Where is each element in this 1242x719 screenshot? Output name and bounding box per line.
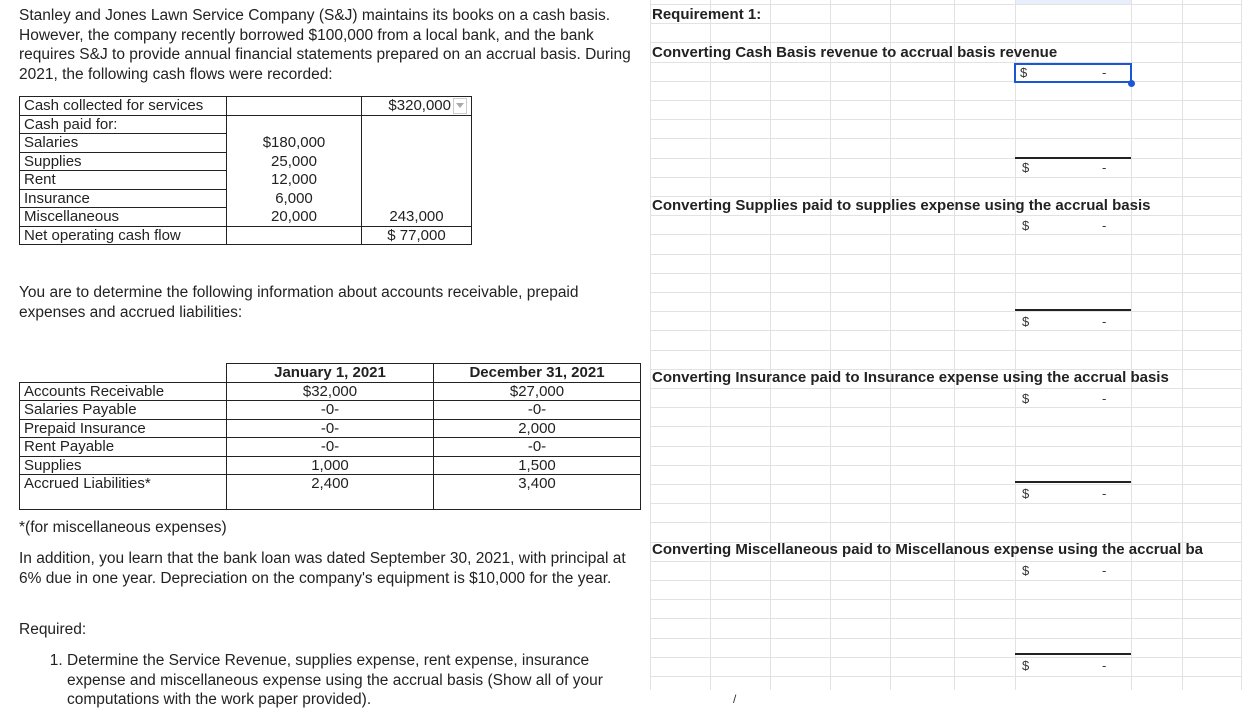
row-value: 25,000: [227, 152, 362, 171]
row-label: Salaries Payable: [20, 401, 227, 420]
gridline: [650, 657, 1242, 658]
table-row: [20, 134, 472, 153]
row-label: Supplies: [20, 152, 227, 171]
gridline: [650, 638, 1242, 639]
row-label: Accrued Liabilities*: [20, 475, 227, 510]
gridline: [650, 119, 1242, 120]
row-label: Prepaid Insurance: [20, 419, 227, 438]
dec-value: -0-: [434, 401, 641, 420]
table-row: [20, 189, 472, 208]
net-label: Net operating cash flow: [20, 226, 227, 245]
jan-value: 1,000: [227, 456, 434, 475]
table-row: [20, 171, 472, 190]
cash-flow-table: [19, 96, 472, 245]
currency-symbol: $: [1022, 486, 1030, 501]
currency-symbol: $: [1022, 314, 1030, 329]
gridline: [650, 234, 1242, 235]
section-heading: Converting Miscellaneous paid to Miscellanous expense using the accrual ba: [652, 541, 1203, 558]
dash-value: -: [1102, 391, 1107, 406]
gridline: [650, 676, 1242, 677]
total-paid: 243,000: [362, 208, 472, 227]
gridline: [650, 388, 1242, 389]
gridline: [650, 42, 1242, 43]
dash-value: -: [1102, 563, 1107, 578]
dash-value: -: [1102, 314, 1107, 329]
table-header-row: [20, 364, 641, 383]
row-value: 12,000: [227, 171, 362, 190]
intro-paragraph: Stanley and Jones Lawn Service Company (S&J) maintains its books on a cash basis. However, the company recently borrowed $100,000 from a local bank, and the bank requires S&J to provide annual financial statements prepared on an accrual basis. During 2021, the following cash flows were recorded:: [19, 7, 631, 83]
section-heading: Converting Insurance paid to Insurance expense using the accrual basis: [652, 369, 1169, 386]
row-label: Miscellaneous: [20, 208, 227, 227]
currency-symbol: $: [1020, 65, 1028, 80]
gridline: [650, 330, 1242, 331]
row-label: Insurance: [20, 189, 227, 208]
gridline: [650, 138, 1242, 139]
col-header-jan: January 1, 2021: [227, 364, 434, 383]
gridline: [650, 580, 1242, 581]
row-label: Rent: [20, 171, 227, 190]
total-rule: [1015, 481, 1131, 483]
table-row: [20, 208, 472, 227]
dec-value: $27,000: [434, 382, 641, 401]
jan-value: 2,400: [227, 475, 434, 510]
row-value: $180,000: [227, 134, 362, 153]
row-label: Salaries: [20, 134, 227, 153]
table-row: [20, 456, 641, 475]
currency-symbol: $: [1022, 658, 1030, 673]
gridline: [650, 100, 1242, 101]
currency-symbol: $: [1022, 563, 1030, 578]
table-row: [20, 419, 641, 438]
section-heading: Converting Cash Basis revenue to accrual basis revenue: [652, 44, 1058, 61]
gridline: [650, 311, 1242, 312]
table-row: [20, 475, 641, 510]
jan-value: -0-: [227, 438, 434, 457]
required-label: Required:: [19, 621, 87, 638]
gridline: [650, 4, 1242, 5]
dash-value: -: [1102, 486, 1107, 501]
row-value: 20,000: [227, 208, 362, 227]
selected-cell[interactable]: [1014, 63, 1132, 83]
collected-value-cell[interactable]: [362, 97, 472, 116]
gridline: [650, 426, 1242, 427]
dash-value: -: [1102, 658, 1107, 673]
required-list: [19, 651, 624, 710]
section-heading: Converting Supplies paid to supplies expense using the accrual basis: [652, 197, 1151, 214]
dropdown-arrow-icon[interactable]: [453, 98, 467, 114]
row-value: 6,000: [227, 189, 362, 208]
gridline: [650, 254, 1242, 255]
row-label: Accounts Receivable: [20, 382, 227, 401]
table-row: [20, 382, 641, 401]
required-item: 1. Determine the Service Revenue, supplies expense, rent expense, insurance expense and miscellaneous expense using the accrual basis (Show all of your computations with the work paper provided).: [67, 651, 624, 710]
currency-symbol: $: [1022, 160, 1030, 175]
gridline: [650, 62, 1242, 63]
requirement-heading: Requirement 1:: [652, 6, 762, 23]
table-row: [20, 226, 472, 245]
balance-table: [19, 363, 641, 510]
stray-mark: /: [733, 692, 737, 706]
dec-value: 3,400: [434, 475, 641, 510]
gridline: [650, 618, 1242, 619]
currency-symbol: $: [1022, 391, 1030, 406]
row-label: Supplies: [20, 456, 227, 475]
jan-value: $32,000: [227, 382, 434, 401]
workpaper-sheet[interactable]: [650, 0, 1242, 690]
gridline: [650, 599, 1242, 600]
gridline: [650, 561, 1242, 562]
table-row: [20, 115, 472, 134]
gridline: [650, 350, 1242, 351]
determine-paragraph: You are to determine the following information about accounts receivable, prepaid expenses and accrued liabilities:: [19, 284, 579, 321]
dec-value: 2,000: [434, 419, 641, 438]
table-row: [20, 401, 641, 420]
gridline: [650, 292, 1242, 293]
gridline: [650, 503, 1242, 504]
paid-label: Cash paid for:: [20, 115, 227, 134]
table-row: [20, 438, 641, 457]
gridline: [650, 215, 1242, 216]
jan-value: -0-: [227, 401, 434, 420]
row-label: Rent Payable: [20, 438, 227, 457]
gridline: [650, 484, 1242, 485]
gridline: [650, 273, 1242, 274]
addition-paragraph: In addition, you learn that the bank loan was dated September 30, 2021, with principal at 6% due in one year. Depreciation on the company's equipment is $10,000 for the year.: [19, 550, 626, 587]
footnote: *(for miscellaneous expenses): [19, 519, 227, 536]
total-rule: [1015, 157, 1131, 159]
col-header-dec: December 31, 2021: [434, 364, 641, 383]
dec-value: -0-: [434, 438, 641, 457]
collected-value: $320,000: [388, 97, 451, 115]
net-value: $ 77,000: [362, 226, 472, 245]
jan-value: -0-: [227, 419, 434, 438]
collected-label: Cash collected for services: [20, 97, 227, 116]
total-rule: [1015, 309, 1131, 311]
dash-value: -: [1102, 160, 1107, 175]
dash-value: -: [1102, 65, 1107, 80]
table-row: [20, 152, 472, 171]
gridline: [650, 23, 1242, 24]
dash-value: -: [1102, 218, 1107, 233]
gridline: [650, 446, 1242, 447]
fill-handle[interactable]: [1128, 80, 1135, 87]
gridline: [650, 522, 1242, 523]
gridline: [650, 177, 1242, 178]
gridline: [650, 158, 1242, 159]
dec-value: 1,500: [434, 456, 641, 475]
gridline: [650, 465, 1242, 466]
gridline: [650, 81, 1242, 82]
total-rule: [1015, 653, 1131, 655]
currency-symbol: $: [1022, 218, 1030, 233]
gridline: [650, 407, 1242, 408]
table-row: [20, 97, 472, 116]
